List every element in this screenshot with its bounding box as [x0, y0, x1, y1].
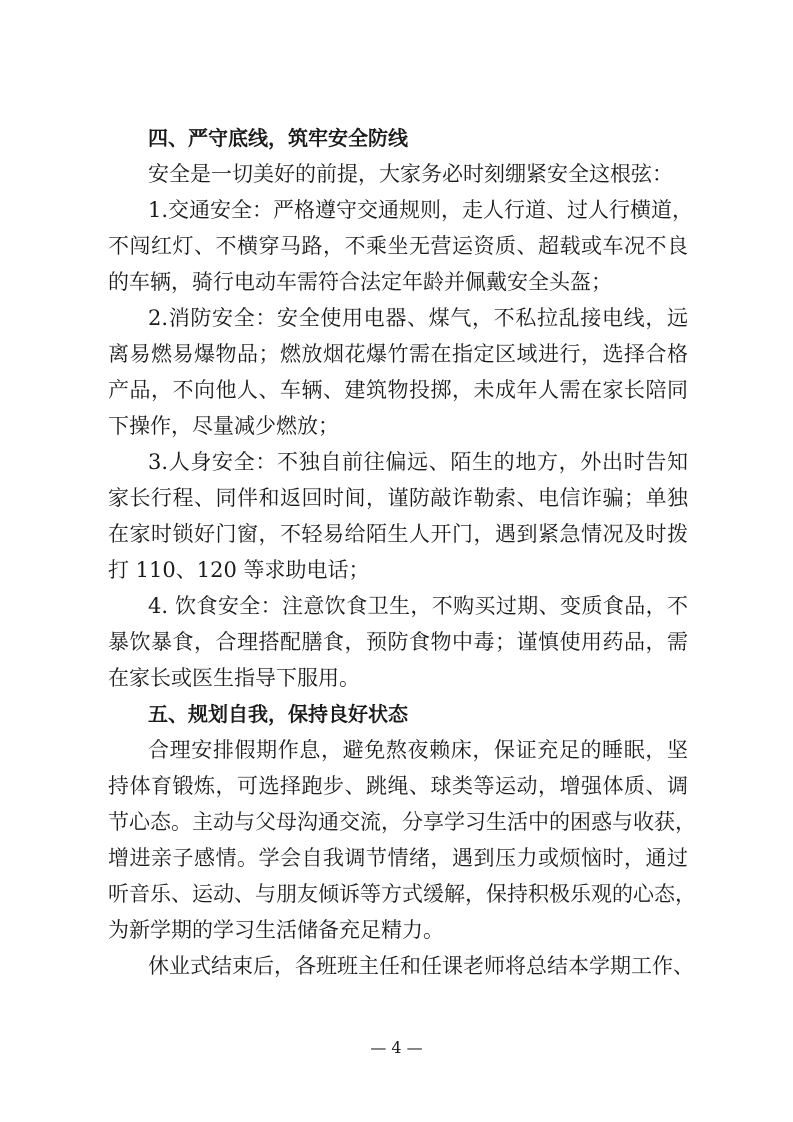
item-3-line: 3.人身安全：不独自前往偏远、陌生的地方，外出时告知 — [148, 450, 688, 474]
section-5-line: 增进亲子感情。学会自我调节情绪，遇到压力或烦恼时，通过 — [108, 846, 688, 870]
item-3-line: 打 110、120 等求助电话； — [108, 558, 370, 582]
closing-line: 休业式结束后，各班班主任和任课老师将总结本学期工作、 — [148, 954, 694, 978]
section-4-heading: 四、严守底线，筑牢安全防线 — [148, 126, 408, 150]
item-2-line: 下操作，尽量减少燃放； — [108, 414, 339, 438]
item-2-line: 2.消防安全：安全使用电器、煤气，不私拉乱接电线，远 — [148, 306, 688, 330]
section-5-line: 听音乐、运动、与朋友倾诉等方式缓解，保持积极乐观的心态， — [108, 882, 696, 906]
section-4-intro-line: 安全是一切美好的前提，大家务必时刻绷紧安全这根弦： — [148, 162, 673, 186]
section-5-line: 节心态。主动与父母沟通交流，分享学习生活中的困惑与收获， — [108, 810, 696, 834]
item-1-line: 不闯红灯、不横穿马路，不乘坐无营运资质、超载或车况不良 — [108, 234, 688, 258]
section-5-line: 持体育锻炼，可选择跑步、跳绳、球类等运动，增强体质、调 — [108, 774, 688, 798]
item-1-line: 1.交通安全：严格遵守交通规则，走人行道、过人行横道， — [148, 198, 694, 222]
item-4-line: 4. 饮食安全：注意饮食卫生，不购买过期、变质食品，不 — [148, 594, 688, 618]
page-number: — 4 — — [370, 1038, 423, 1057]
section-5-line: 为新学期的学习生活储备充足精力。 — [108, 918, 444, 942]
document-page — [108, 120, 696, 984]
section-5-heading: 五、规划自我，保持良好状态 — [148, 702, 408, 726]
section-5-line: 合理安排假期作息，避免熬夜赖床，保证充足的睡眠，坚 — [148, 738, 688, 762]
item-2-line: 离易燃易爆物品；燃放烟花爆竹需在指定区域进行，选择合格 — [108, 342, 688, 366]
item-3-line: 家长行程、同伴和返回时间，谨防敲诈勒索、电信诈骗；单独 — [108, 486, 688, 510]
item-2-line: 产品，不向他人、车辆、建筑物投掷，未成年人需在家长陪同 — [108, 378, 688, 402]
item-4-line: 在家长或医生指导下服用。 — [108, 666, 360, 690]
item-1-line: 的车辆，骑行电动车需符合法定年龄并佩戴安全头盔； — [108, 270, 612, 294]
item-4-line: 暴饮暴食，合理搭配膳食，预防食物中毒；谨慎使用药品，需 — [108, 630, 688, 654]
item-3-line: 在家时锁好门窗，不轻易给陌生人开门，遇到紧急情况及时拨 — [108, 522, 688, 546]
